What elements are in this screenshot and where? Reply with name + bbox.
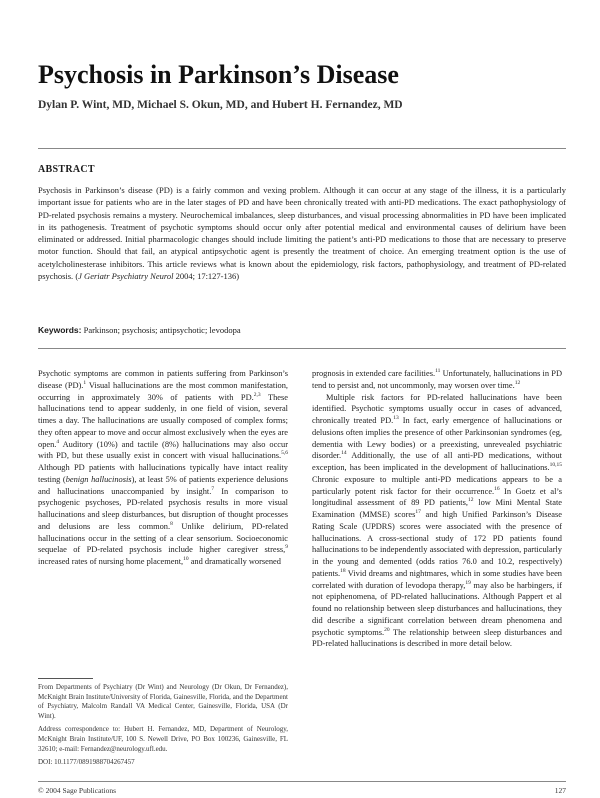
body-italic-term: benign hallucinosis (65, 474, 132, 484)
body-text: increased rates of nursing home placement, (38, 557, 184, 566)
body-text: and dramatically worsened (188, 557, 281, 566)
citation-ref: 13 (393, 415, 399, 422)
header-divider (38, 148, 566, 149)
citation-ref: 2,3 (253, 391, 261, 398)
abstract-citation-details: 2004; 17:127-136) (175, 271, 240, 282)
body-paragraph (38, 368, 288, 568)
citation-ref: 5,6 (281, 450, 288, 457)
body-text: Auditory (10%) and tactile (8%) hallucinations may also occur with PD, but these usually exist in concert with visual hallucinations. (38, 439, 288, 461)
abstract-text: Psychosis in Parkinson’s disease (PD) is a fairly common and vexing problem. Although it can occur at any stage of the illness, it is a particularly important issue for patients who are in the later stages of PD and have been chronically treated with anti-PD medications. The exact pathophysiology of PD-related psychosis remains a mystery. Neurochemical imbalances, sleep disturbances, and visual processing abnormalities in PD have been implicated in its pathogenesis. Treatment of psychotic symptoms should occur only after potential medical and environmental causes of delirium have been eliminated or addressed. Initial pharmacologic changes should include limiting the patient’s anti-PD medications to those that are necessary to preserve motor function. Should that fail, an atypical antipsychotic agent is presently the treatment of choice. An emerging treatment option is the use of acetylcholinesterase inhibitors. This article reviews what is known about the epidemiology, risk factors, pathophysiology, and treatment of PD-related psychosis. (J Geriatr Psychiatry Neurol 2004; 17:127-136) (38, 185, 566, 282)
body-text: In comparison to psychogenic psychoses, PD-related psychosis results in more visual hallucinations and sleep disturbances, but disruption of thought processes and delusions are less common. (38, 486, 288, 531)
article-title: Psychosis in Parkinson’s Disease (38, 60, 399, 89)
body-text: and high Unified Parkinson’s Disease Rating Scale (UPDRS) scores were associated with the presence of hallucinations. A cross-sectional study of 172 PD patients found hallucinations to be independently associated with depression, particularly in the young and demented (odds ratios 76.0 and 10.2, respectively) patients. (312, 510, 562, 578)
citation-ref: 10 (183, 556, 189, 563)
keywords-label: Keywords: (38, 325, 82, 335)
citation-ref: 7 (211, 485, 215, 492)
abstract-heading: ABSTRACT (38, 164, 95, 175)
citation-ref: 8 (170, 520, 173, 527)
body-text: may also be harbingers, if not epiphenomena, of PD-related hallucinations. Although Pappert et al found no relationship between sleep disturbances and hallucinations, they did describe a significant correlation between dream phenomena and psychotic symptoms. (312, 580, 562, 637)
citation-ref: 4 (56, 438, 60, 445)
citation-ref: 14 (341, 450, 347, 457)
body-text: prognosis in extended care facilities. (312, 369, 436, 378)
body-text: The relationship between sleep disturbances and PD-related hallucinations is described in more detail below. (312, 627, 562, 649)
copyright-notice: © 2004 Sage Publications (38, 786, 116, 795)
body-paragraph (312, 368, 562, 392)
page-number: 127 (554, 786, 566, 795)
body-text: Psychotic symptoms are common in patients suffering from Parkinson’s disease (PD). (38, 369, 288, 390)
citation-ref: 17 (415, 509, 421, 516)
abstract-citation-journal: J Geriatr Psychiatry Neurol (78, 271, 174, 282)
body-text: Multiple risk factors for PD-related hallucinations have been identified. Psychotic symptoms usually occur in cases of advanced, chronically treated PD. (312, 392, 562, 425)
affiliation-note: From Departments of Psychiatry (Dr Wint) and Neurology (Dr Okun, Dr Fernandez), McKnight Brain Institute/University of Florida, Gainesville, Florida, and the Department of Psychiatry, Malcolm Randall VA Medical Center, Gainesville, Florida, USA (Dr Wint). (38, 683, 288, 720)
abstract-body-text: Psychosis in Parkinson’s disease (PD) is a fairly common and vexing problem. Although it can occur at any stage of the illness, it is a particularly important issue for patients who are in the later stages of PD and have been chronically treated with anti-PD medications. The exact pathophysiology of PD-related psychosis remains a mystery. Neurochemical imbalances, sleep disturbances, and visual processing abnormalities in PD have been implicated in its pathogenesis. Treatment of psychotic symptoms should occur only after potential medical and environmental causes of delirium have been eliminated or addressed. Initial pharmacologic changes should include limiting the patient’s anti-PD medications to those that are necessary to preserve motor function. Should that fail, an atypical antipsychotic agent is presently the treatment of choice. An emerging treatment option is the use of acetylcholinesterase inhibitors. This article reviews what is known about the epidemiology, risk factors, pathophysiology, and treatment of PD-related psychosis. (38, 185, 566, 282)
body-text: These hallucinations tend to appear suddenly, in one field of vision, several times a day. The hallucinations are usually composed of complex forms; they often appear to move and occur almost exclusively when the eyes are open. (38, 392, 288, 449)
body-text: Unfortunately, hallucinations in PD tend to persist and, not uncommonly, may worsen over time. (312, 369, 562, 390)
body-text: In fact, early emergence of hallucinations or delusions often implies the presence of other Parkinsonian syndromes (eg, dementia with Lewy bodies) or a preexisting, unrevealed psychiatric disorder. (312, 416, 562, 461)
keywords-text: Parkinson; psychosis; antipsychotic; levodopa (83, 325, 241, 335)
citation-ref: 1 (83, 379, 87, 386)
correspondence-note: Address correspondence to: Hubert H. Fernandez, MD, Department of Neurology, McKnight Brain Institute/UF, 100 S. Newell Drive, PO Box 100236, Gainesville, FL 32610; e-mail: Fernandez@neurology.ufl.edu. (38, 725, 288, 753)
citation-ref: 20 (384, 626, 390, 633)
footer-divider (38, 781, 566, 782)
author-list: Dylan P. Wint, MD, Michael S. Okun, MD, and Hubert H. Fernandez, MD (38, 99, 403, 111)
citation-ref: 11 (435, 368, 441, 375)
body-text: Unlike delirium, PD-related hallucinations occur in the setting of a clear sensorium. Socioeconomic sequelae of PD-related psychosis include higher caregiver stress, (38, 521, 289, 555)
citation-ref: 9 (285, 544, 288, 551)
citation-ref: 10,15 (549, 462, 562, 469)
citation-ref: 19 (465, 579, 471, 586)
citation-ref: 12 (514, 379, 521, 386)
citation-ref: 18 (340, 567, 346, 574)
footnotes (38, 683, 288, 772)
body-text: Additionally, the use of all anti-PD medications, without exception, has been implicated in the development of hallucinations. (312, 451, 562, 472)
citation-ref: 12 (467, 497, 474, 504)
body-text: Vivid dreams and nightmares, which in some studies have been correlated with duration of levodopa therapy, (312, 568, 562, 590)
body-paragraph (312, 392, 562, 651)
citation-ref: 16 (494, 485, 500, 492)
doi-note: DOI: 10.1177/0891988704267457 (38, 758, 135, 767)
footnote-divider (38, 678, 93, 679)
body-text: Although PD patients with hallucinations typically have intact reality testing ( (38, 463, 288, 484)
body-column-right (312, 368, 562, 798)
body-text: low Mini Mental State Examination (MMSE) scores (312, 498, 562, 519)
body-text: Visual hallucinations are the most common manifestation, occurring in approximately 30% of patients with PD. (38, 380, 288, 402)
body-text: ), at least 5% of patients experience delusions and hallucinations unaccompanied by insight. (38, 474, 288, 496)
body-text: In Goetz et al’s longitudinal assessment of 89 PD patients, (312, 486, 562, 508)
body-text: Chronic exposure to multiple anti-PD medications appears to be a particularly potent risk factor for their occurrence. (312, 474, 562, 496)
abstract-divider (38, 348, 566, 349)
keywords-line (38, 324, 566, 336)
